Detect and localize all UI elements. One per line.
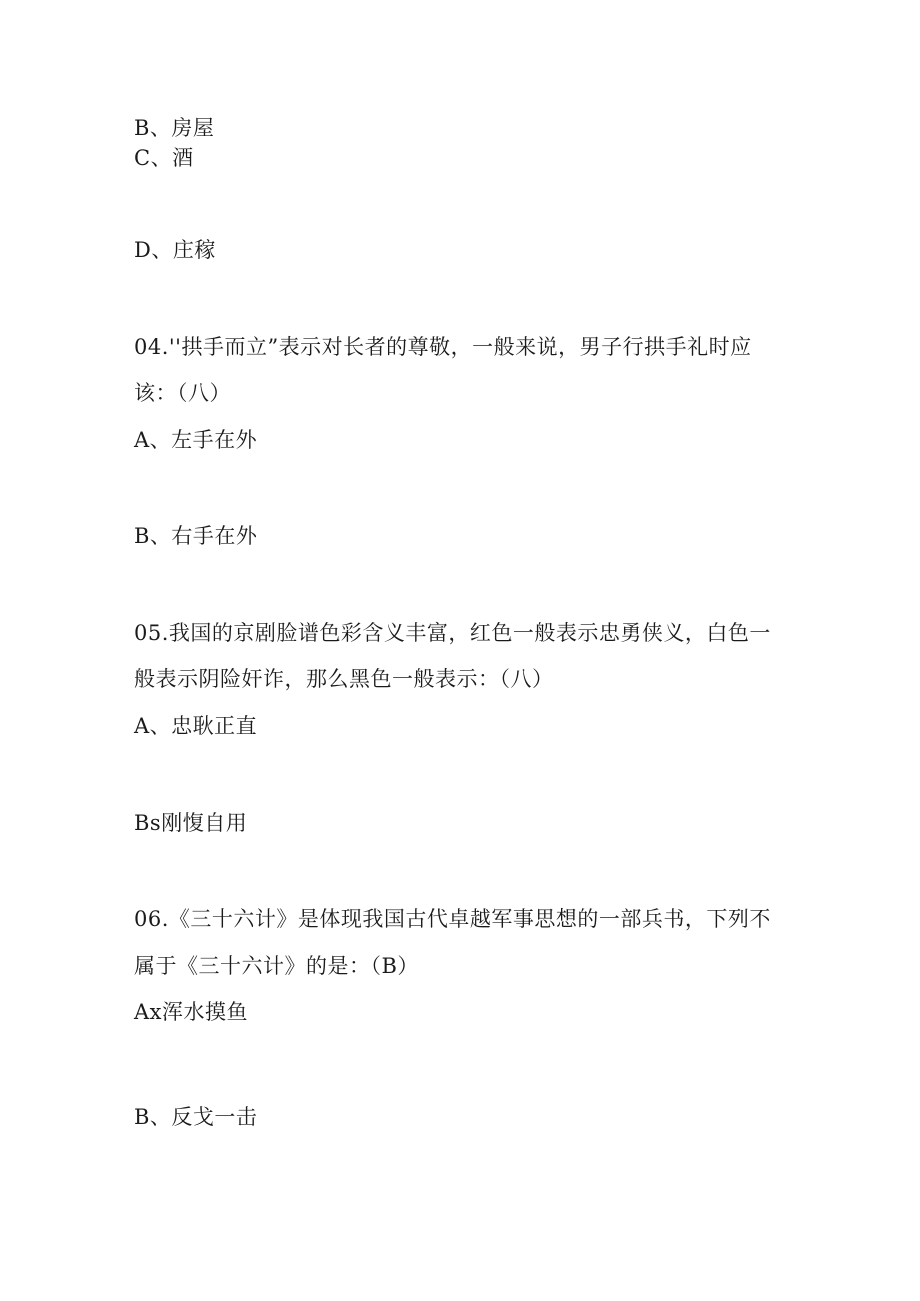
question-05-option-a: A、忠耿正直 — [134, 714, 258, 738]
question-06-line-1: 06.《三十六计》是体现我国古代卓越军事思想的一部兵书，下列不 — [134, 907, 771, 931]
option-d-crops: D、庄稼 — [134, 238, 216, 262]
question-06-option-a: Ax浑水摸鱼 — [134, 1000, 249, 1024]
question-06-line-2: 属于《三十六计》的是：（B） — [134, 954, 419, 978]
question-05-line-2: 般表示阴险奸诈，那么黑色一般表示：（八） — [134, 667, 554, 691]
question-06-option-b: B、反戈一击 — [134, 1105, 258, 1129]
option-c-wine: C、酒 — [134, 146, 194, 170]
question-04-option-b: B、右手在外 — [134, 524, 258, 548]
option-b-house: B、房屋 — [134, 116, 215, 140]
question-05-option-b: Bs刚愎自用 — [134, 811, 248, 835]
question-04-line-1: 04.''拱手而立”表示对长者的尊敬，一般来说，男子行拱手礼时应 — [134, 335, 752, 359]
question-04-line-2: 该：（八） — [134, 381, 231, 405]
question-04-option-a: A、左手在外 — [134, 428, 258, 452]
question-05-line-1: 05.我国的京剧脸谱色彩含义丰富，红色一般表示忠勇侠义，白色一 — [134, 621, 771, 645]
